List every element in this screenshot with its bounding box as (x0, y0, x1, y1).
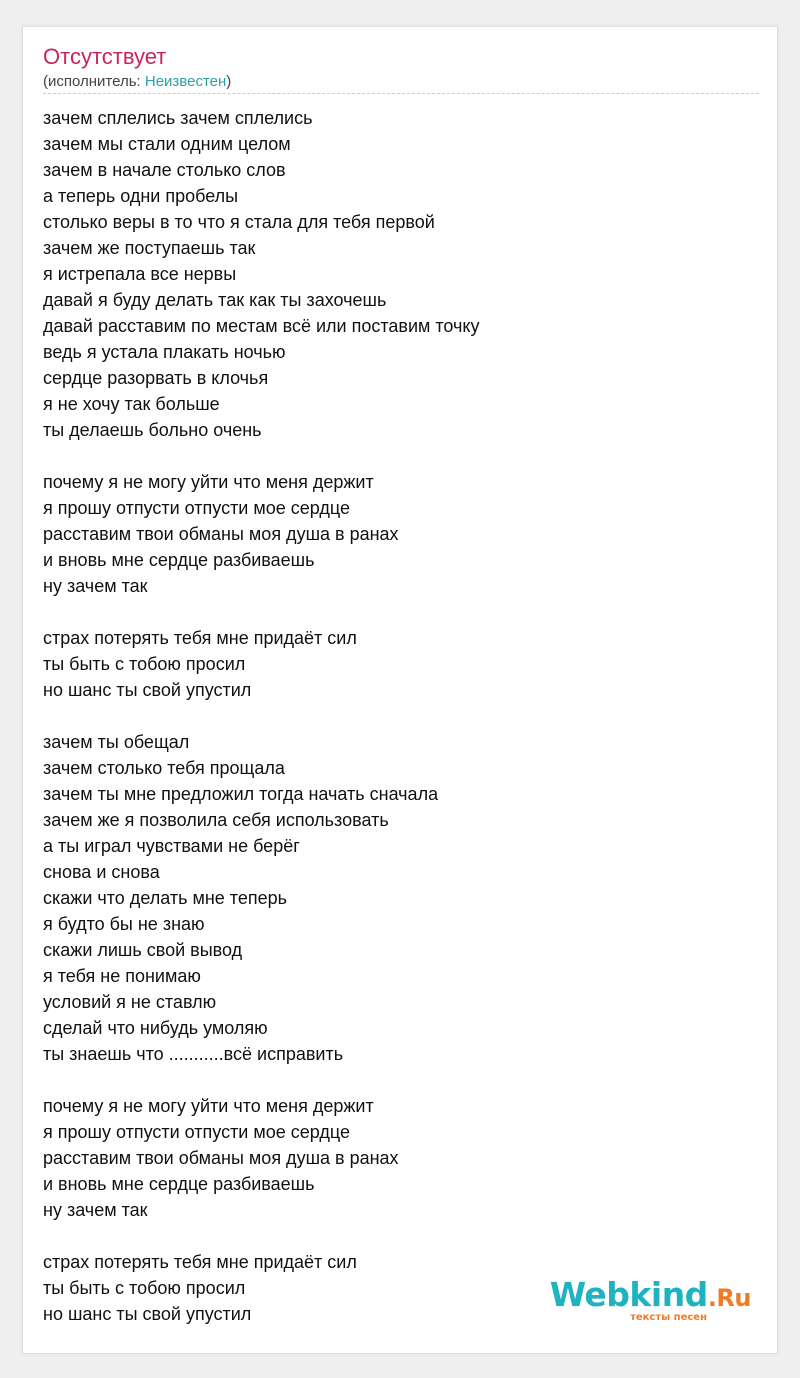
lyrics-line: ну зачем так (43, 576, 148, 596)
lyrics-line: ведь я устала плакать ночью (43, 342, 286, 362)
lyrics-line: но шанс ты свой упустил (43, 1304, 252, 1324)
lyrics-line: зачем же я позволила себя использовать (43, 810, 389, 830)
lyrics-verse (43, 1093, 759, 1223)
lyrics-line: а теперь одни пробелы (43, 186, 239, 206)
lyrics-line: я будто бы не знаю (43, 914, 205, 934)
lyrics-line: я прошу отпусти отпусти мое сердце (43, 1122, 350, 1142)
lyrics-line: зачем мы стали одним целом (43, 134, 291, 154)
lyrics-line: зачем сплелись зачем сплелись (43, 108, 313, 128)
lyrics-line: ты быть с тобою просил (43, 1278, 246, 1298)
lyrics-line: я истрепала все нервы (43, 264, 237, 284)
song-title: Отсутствует (43, 44, 167, 69)
artist-line (43, 73, 231, 91)
lyrics-line: почему я не могу уйти что меня держит (43, 472, 374, 492)
lyrics-verse (43, 105, 759, 443)
artist-prefix: (исполнитель: (43, 73, 145, 90)
lyrics-verse (43, 729, 759, 1067)
lyrics-line: и вновь мне сердце разбиваешь (43, 1174, 315, 1194)
artist-suffix: ) (226, 73, 232, 90)
lyrics-line: страх потерять тебя мне придаёт сил (43, 1252, 357, 1272)
logo-tagline: тексты песен (630, 1312, 707, 1323)
lyrics-line: расставим твои обманы моя душа в ранах (43, 1148, 399, 1168)
logo-name: Webkind (549, 1275, 708, 1314)
lyrics-card (22, 26, 778, 1354)
logo-tld: .Ru (707, 1284, 751, 1312)
lyrics-verse (43, 625, 759, 703)
lyrics-line: но шанс ты свой упустил (43, 680, 252, 700)
lyrics-text (43, 105, 759, 1353)
artist-link[interactable]: Неизвестен (144, 73, 227, 90)
lyrics-line: снова и снова (43, 862, 160, 882)
webkind-logo[interactable] (549, 1275, 751, 1331)
lyrics-line: условий я не ставлю (43, 992, 217, 1012)
lyrics-line: почему я не могу уйти что меня держит (43, 1096, 374, 1116)
lyrics-line: давай я буду делать так как ты захочешь (43, 290, 387, 310)
lyrics-line: я тебя не понимаю (43, 966, 201, 986)
lyrics-line: зачем ты мне предложил тогда начать сначала (43, 784, 439, 804)
lyrics-verse (43, 469, 759, 599)
lyrics-line: ты знаешь что ...........всё исправить (43, 1044, 344, 1064)
lyrics-line: ну зачем так (43, 1200, 148, 1220)
lyrics-line: а ты играл чувствами не берёг (43, 836, 300, 856)
lyrics-line: и вновь мне сердце разбиваешь (43, 550, 315, 570)
lyrics-line: давай расставим по местам всё или поставим точку (43, 316, 480, 336)
lyrics-line: скажи лишь свой вывод (43, 940, 243, 960)
title-divider (43, 93, 759, 94)
lyrics-line: ты быть с тобою просил (43, 654, 246, 674)
lyrics-line: я прошу отпусти отпусти мое сердце (43, 498, 350, 518)
lyrics-line: зачем столько тебя прощала (43, 758, 285, 778)
lyrics-line: я не хочу так больше (43, 394, 220, 414)
lyrics-line: ты делаешь больно очень (43, 420, 262, 440)
lyrics-line: зачем ты обещал (43, 732, 190, 752)
lyrics-line: страх потерять тебя мне придаёт сил (43, 628, 357, 648)
lyrics-line: сделай что нибудь умоляю (43, 1018, 268, 1038)
lyrics-line: зачем в начале столько слов (43, 160, 286, 180)
lyrics-line: сердце разорвать в клочья (43, 368, 269, 388)
lyrics-line: столько веры в то что я стала для тебя первой (43, 212, 435, 232)
lyrics-line: расставим твои обманы моя душа в ранах (43, 524, 399, 544)
lyrics-line: скажи что делать мне теперь (43, 888, 287, 908)
lyrics-line: зачем же поступаешь так (43, 238, 256, 258)
